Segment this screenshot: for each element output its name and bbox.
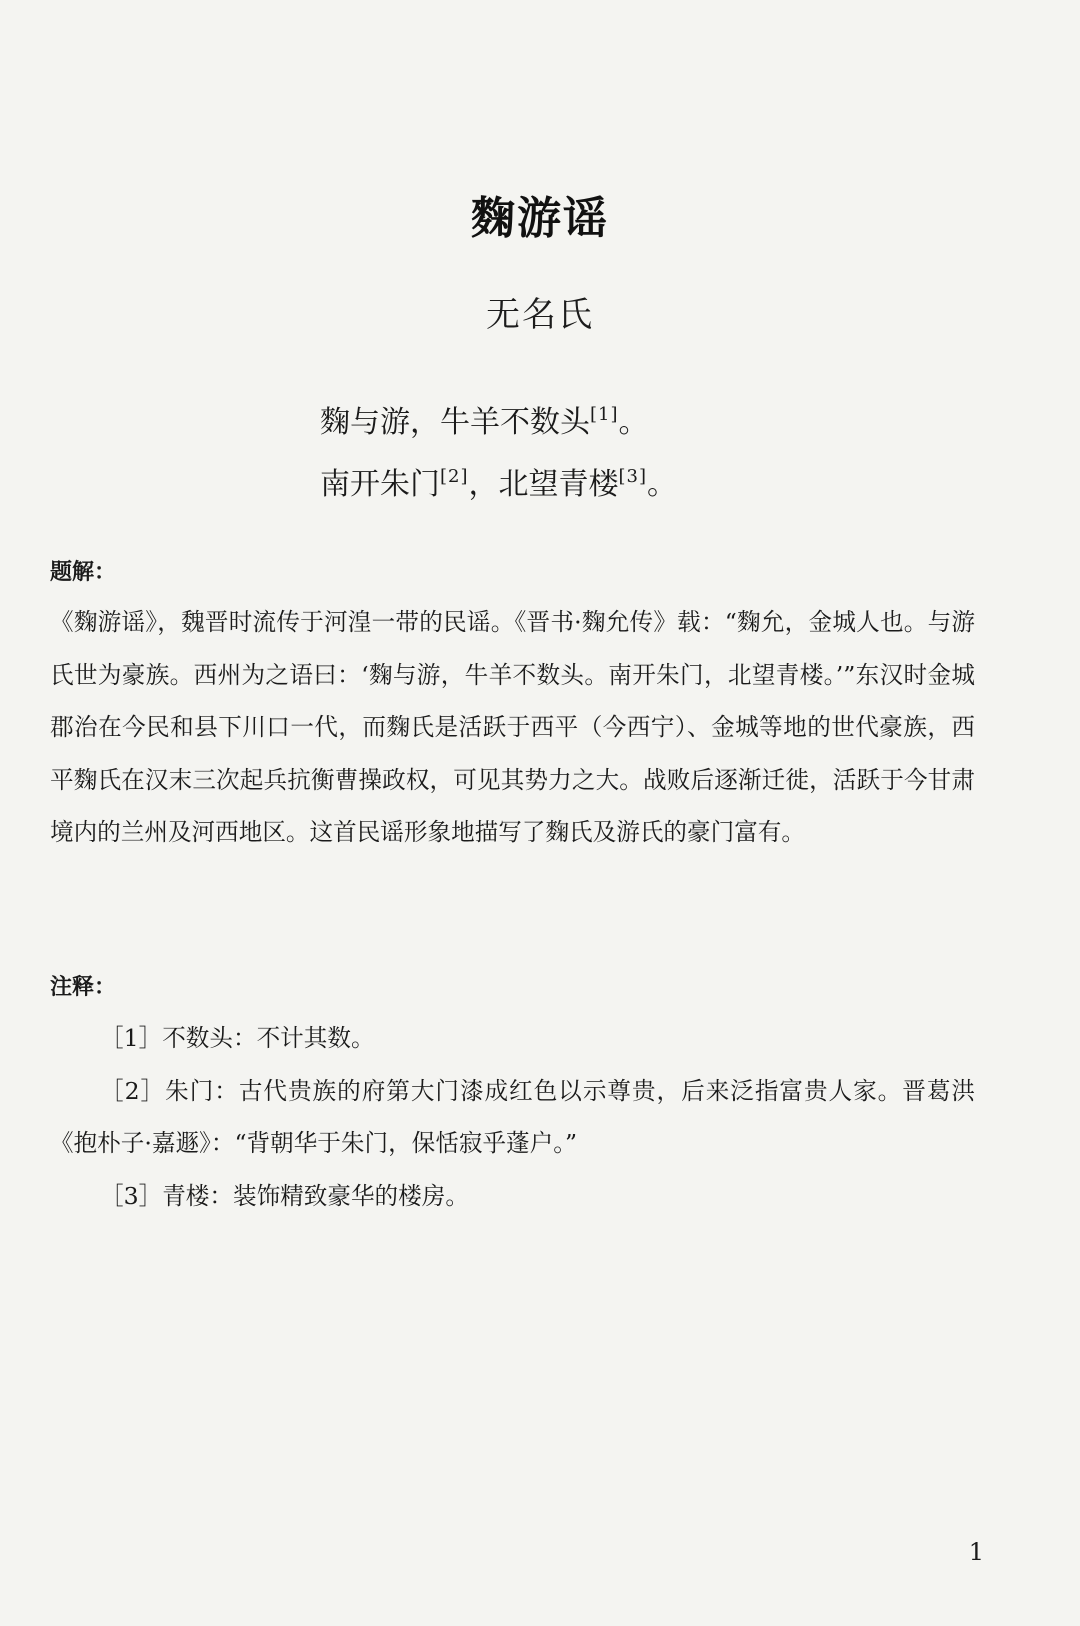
poem-title: 麴游谣 [471, 193, 609, 244]
intro-heading: 题解： [50, 560, 117, 585]
intro-paragraph: 《麴游谣》，魏晋时流传于河湟一带的民谣。《晋书·麴允传》载：“麴允，金城人也。与游氏世为豪族。西州为之语曰：‘麴与游，牛羊不数头。南开朱门，北望青楼。’”东汉时金城郡治在今民和县下川口一代，而麴氏是活跃于西平（今西宁）、金城等地的世代豪族，西平麴氏在汉末三次起兵抗衡曹操政权，可见其势力之大。战败后逐渐迁徙，活跃于今甘肃境内的兰州及河西地区。这首民谣形象地描写了麴氏及游氏的豪门富有。 [50, 608, 975, 846]
page-number: 1 [968, 1538, 984, 1566]
poem-body [320, 388, 880, 512]
poem-line-2-end: 。 [647, 467, 677, 502]
poem-line-1-text: 麴与游，牛羊不数头 [320, 405, 590, 440]
note-item-2: ［2］朱门：古代贵族的府第大门漆成红色以示尊贵，后来泛指富贵人家。晋葛洪《抱朴子·嘉遯》：“背朝华于朱门，保恬寂乎蓬户。” [50, 1076, 975, 1157]
poem-line-1-end: 。 [618, 405, 649, 440]
notes-heading: 注释： [50, 975, 117, 1000]
poem-line-2-part1: 南开朱门 [320, 467, 440, 502]
poem-line-1 [320, 388, 880, 450]
poem-line-2 [320, 450, 880, 512]
poem-line-2-part2: ，北望青楼 [468, 467, 619, 502]
note-item-1: ［1］不数头：不计其数。 [100, 1024, 375, 1052]
notes-list [50, 1012, 975, 1222]
note-item-3: ［3］青楼：装饰精致豪华的楼房。 [100, 1181, 469, 1210]
poem-author: 无名氏 [486, 295, 594, 335]
footnote-ref-2: [2] [440, 466, 469, 487]
footnote-ref-3: [3] [618, 466, 647, 487]
footnote-ref-1: [1] [590, 404, 619, 425]
